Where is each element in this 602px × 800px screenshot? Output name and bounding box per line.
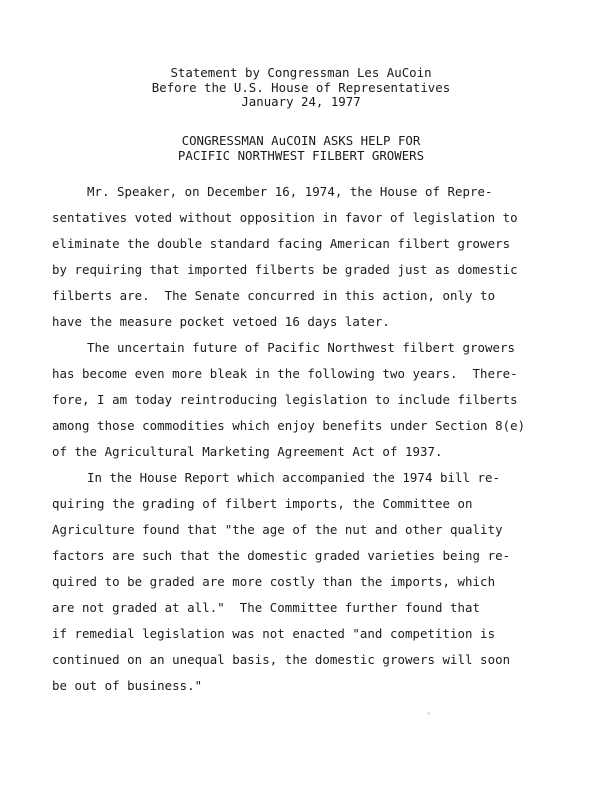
paragraph-3-line: are not graded at all." The Committee further found that (52, 600, 481, 615)
paragraph-2-line: of the Agricultural Marketing Agreement Act of 1937. (52, 444, 443, 459)
paragraph-1-line: Mr. Speaker, on December 16, 1974, the House of Repre- (87, 184, 493, 199)
paragraph-3-line: quired to be graded are more costly than the imports, which (52, 574, 496, 589)
paragraph-3-line: quiring the grading of filbert imports, the Committee on (52, 496, 473, 511)
paragraph-1-line: filberts are. The Senate concurred in this action, only to (52, 288, 496, 303)
paragraph-3-line: Agriculture found that "the age of the nut and other quality (52, 522, 503, 537)
paragraph-1-line: eliminate the double standard facing American filbert growers (52, 236, 511, 251)
paragraph-2-line: The uncertain future of Pacific Northwest filbert growers (87, 340, 516, 355)
paragraph-3-line: factors are such that the domestic graded varieties being re- (52, 548, 511, 563)
paragraph-2-line: among those commodities which enjoy benefits under Section 8(e) (52, 418, 526, 433)
paragraph-3-line: if remedial legislation was not enacted "and competition is (52, 626, 496, 641)
paragraph-2-line: has become even more bleak in the following two years. There- (52, 366, 518, 381)
paragraph-3-line: In the House Report which accompanied the 1974 bill re- (87, 470, 501, 485)
paper-speck (427, 712, 430, 715)
paragraph-1-line: sentatives voted without opposition in favor of legislation to (52, 210, 518, 225)
paragraph-3-line: be out of business." (52, 678, 203, 693)
paragraph-1-line: have the measure pocket vetoed 16 days later. (52, 314, 390, 329)
heading-speaker: Statement by Congressman Les AuCoin (170, 65, 432, 80)
title-line-2: PACIFIC NORTHWEST FILBERT GROWERS (177, 147, 425, 163)
heading-venue: Before the U.S. House of Representatives (151, 79, 451, 95)
paragraph-2-line: fore, I am today reintroducing legislation to include filberts (52, 392, 518, 407)
heading-date: January 24, 1977 (241, 94, 361, 109)
title-line-1: CONGRESSMAN AuCOIN ASKS HELP FOR (181, 133, 421, 148)
paragraph-3-line: continued on an unequal basis, the domestic growers will soon (52, 652, 511, 667)
paragraph-1-line: by requiring that imported filberts be graded just as domestic (52, 262, 518, 277)
